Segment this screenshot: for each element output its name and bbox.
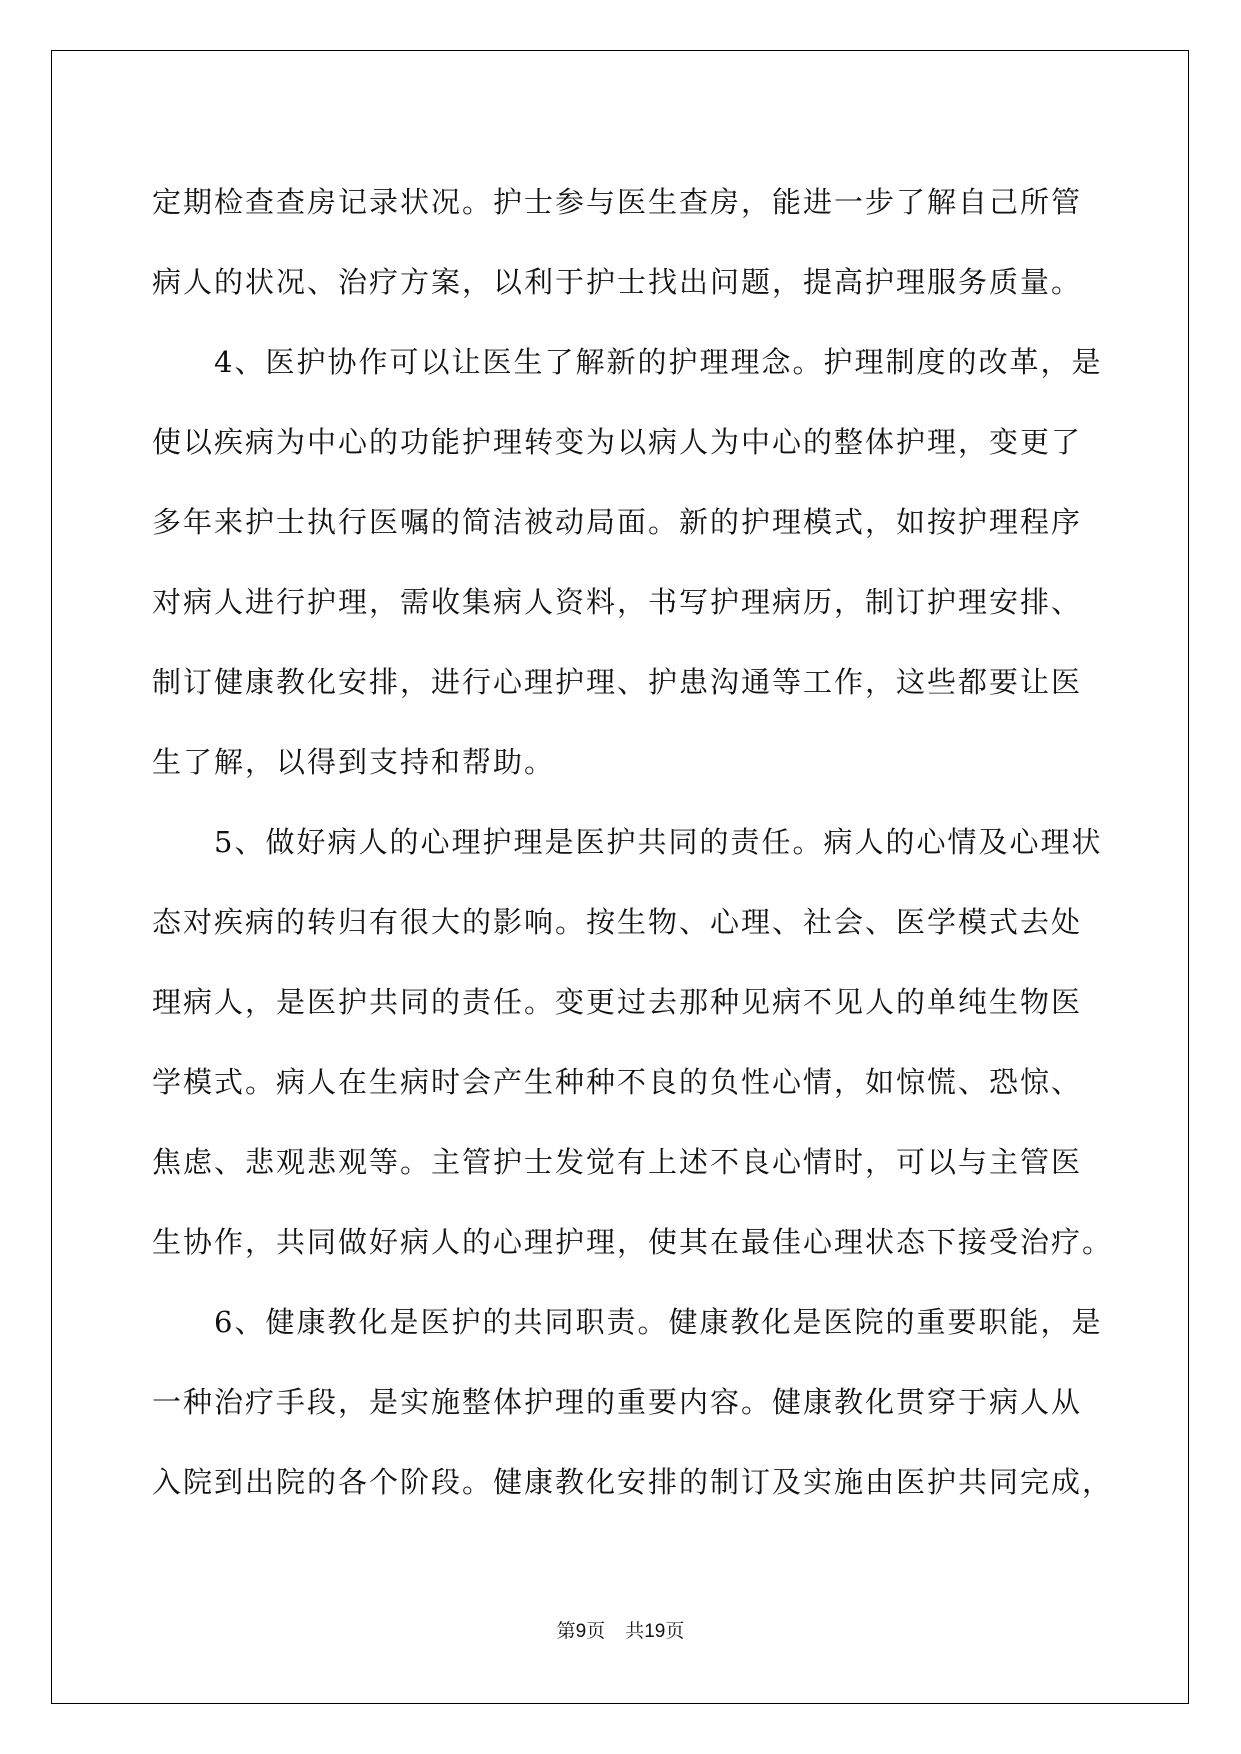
text-line: 对病人进行护理，需收集病人资料，书写护理病历，制订护理安排、 <box>152 585 1083 619</box>
page-total: 共19页 <box>625 1620 685 1642</box>
text-line: 病人的状况、治疗方案，以利于护士找出问题，提高护理服务质量。 <box>152 265 1083 299</box>
text-line: 多年来护士执行医嘱的简洁被动局面。新的护理模式，如按护理程序 <box>152 505 1083 539</box>
page-number: 第9页 <box>556 1620 606 1642</box>
paragraph-start-line: 4、医护协作可以让医生了解新的护理理念。护理制度的改革，是 <box>214 345 1103 379</box>
paragraph-start-line: 6、健康教化是医护的共同职责。健康教化是医院的重要职能，是 <box>214 1305 1103 1339</box>
text-line: 制订健康教化安排，进行心理护理、护患沟通等工作，这些都要让医 <box>152 665 1083 699</box>
text-line: 使以疾病为中心的功能护理转变为以病人为中心的整体护理，变更了 <box>152 425 1083 459</box>
text-line: 学模式。病人在生病时会产生种种不良的负性心情，如惊慌、恐惊、 <box>152 1065 1083 1099</box>
text-line: 理病人，是医护共同的责任。变更过去那种见病不见人的单纯生物医 <box>152 985 1083 1019</box>
document-body <box>152 162 1114 1522</box>
text-line: 态对疾病的转归有很大的影响。按生物、心理、社会、医学模式去处 <box>152 905 1083 939</box>
page-footer <box>0 1619 1241 1644</box>
paragraph-start-line: 5、做好病人的心理护理是医护共同的责任。病人的心情及心理状 <box>214 825 1103 859</box>
text-line: 一种治疗手段，是实施整体护理的重要内容。健康教化贯穿于病人从 <box>152 1385 1083 1419</box>
text-line: 入院到出院的各个阶段。健康教化安排的制订及实施由医护共同完成， <box>152 1465 1114 1499</box>
text-line: 焦虑、悲观悲观等。主管护士发觉有上述不良心情时，可以与主管医 <box>152 1145 1083 1179</box>
text-line: 生了解，以得到支持和帮助。 <box>152 745 556 779</box>
text-line: 生协作，共同做好病人的心理护理，使其在最佳心理状态下接受治疗。 <box>152 1225 1114 1259</box>
text-line: 定期检查查房记录状况。护士参与医生查房，能进一步了解自己所管 <box>152 185 1083 219</box>
